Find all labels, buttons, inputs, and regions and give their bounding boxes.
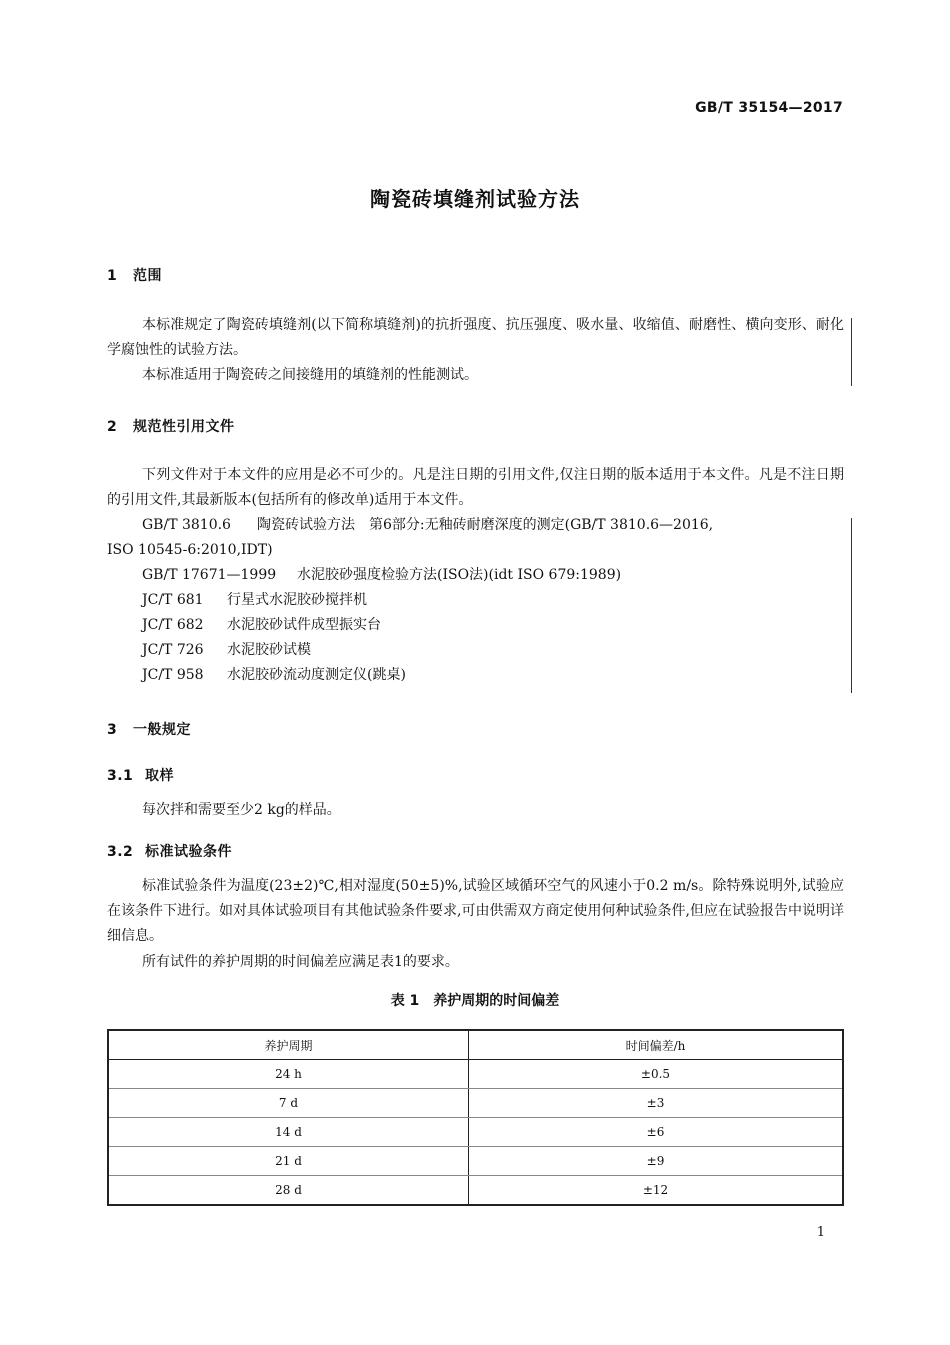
reference-item xyxy=(142,638,311,663)
table-row xyxy=(108,1147,843,1176)
table-row xyxy=(108,1060,843,1089)
section-title: 取样 xyxy=(145,768,174,784)
paragraph: 标准试验条件为温度(23±2)℃,相对湿度(50±5)%,试验区域循环空气的风速小于0.2 m/s。除特殊说明外,试验应在该条件下进行。如对具体试验项目有其他试验条件要求,可由供需双方商定使用何种试验条件,但应在试验报告中说明详细信息。 xyxy=(107,878,844,944)
table-header-row xyxy=(108,1030,843,1060)
paragraph: 本标准规定了陶瓷砖填缝剂(以下简称填缝剂)的抗折强度、抗压强度、吸水量、收缩值、耐磨性、横向变形、耐化学腐蚀性的试验方法。 xyxy=(107,317,844,358)
section-3-1-heading xyxy=(107,765,174,785)
section-3-heading xyxy=(107,719,191,739)
column-header: 时间偏差/h xyxy=(469,1030,844,1060)
curing-period-table xyxy=(107,1029,844,1206)
reference-code: JC/T 958 xyxy=(142,667,204,683)
reference-item xyxy=(142,563,621,588)
reference-title: 水泥胶砂试模 xyxy=(227,642,311,658)
reference-code: JC/T 681 xyxy=(142,592,204,608)
paragraph: 本标准适用于陶瓷砖之间接缝用的填缝剂的性能测试。 xyxy=(142,367,478,383)
paragraph: 下列文件对于本文件的应用是必不可少的。凡是注日期的引用文件,仅注日期的版本适用于本文件。凡是不注日期的引用文件,其最新版本(包括所有的修改单)适用于本文件。 xyxy=(107,467,844,508)
table-row xyxy=(108,1176,843,1206)
reference-title: 水泥胶砂流动度测定仪(跳桌) xyxy=(227,667,406,683)
section-number: 3.2 xyxy=(107,844,134,860)
page-number: 1 xyxy=(816,1225,825,1240)
table-caption: 表 1 养护周期的时间偏差 xyxy=(390,993,560,1009)
section-number: 2 xyxy=(107,419,118,435)
reference-title: 行星式水泥胶砂搅拌机 xyxy=(227,592,367,608)
section-title: 一般规定 xyxy=(133,722,191,738)
document-title: 陶瓷砖填缝剂试验方法 xyxy=(370,187,580,211)
table-cell: 7 d xyxy=(108,1089,469,1118)
reference-title: 水泥胶砂强度检验方法(ISO法)(idt ISO 679:1989) xyxy=(297,567,622,583)
reference-item xyxy=(142,663,406,688)
table-cell: ±3 xyxy=(469,1089,844,1118)
table-row xyxy=(108,1118,843,1147)
change-bar xyxy=(851,318,852,386)
table-cell: ±6 xyxy=(469,1118,844,1147)
reference-continuation: ISO 10545-6:2010,IDT) xyxy=(107,542,273,558)
reference-code: GB/T 3810.6 xyxy=(142,517,231,533)
section-1-heading xyxy=(107,265,162,285)
table-row xyxy=(108,1089,843,1118)
table-cell: 21 d xyxy=(108,1147,469,1176)
section-title: 规范性引用文件 xyxy=(133,419,235,435)
section-2-heading xyxy=(107,416,235,436)
paragraph: 所有试件的养护周期的时间偏差应满足表1的要求。 xyxy=(142,954,459,970)
section-number: 3 xyxy=(107,722,118,738)
section-number: 3.1 xyxy=(107,768,134,784)
section-number: 1 xyxy=(107,268,118,284)
table-cell: ±9 xyxy=(469,1147,844,1176)
reference-item xyxy=(142,588,367,613)
reference-code: JC/T 726 xyxy=(142,642,204,658)
section-3-2-heading xyxy=(107,841,232,861)
table-cell: ±0.5 xyxy=(469,1060,844,1089)
table-cell: 28 d xyxy=(108,1176,469,1206)
table-cell: 24 h xyxy=(108,1060,469,1089)
reference-code: GB/T 17671—1999 xyxy=(142,567,277,583)
table-cell: 14 d xyxy=(108,1118,469,1147)
standard-code: GB/T 35154—2017 xyxy=(695,100,843,116)
reference-item xyxy=(142,513,713,538)
table-cell: ±12 xyxy=(469,1176,844,1206)
paragraph: 每次拌和需要至少2 kg的样品。 xyxy=(142,802,341,818)
change-bar xyxy=(851,518,852,693)
reference-title: 陶瓷砖试验方法 第6部分:无釉砖耐磨深度的测定(GB/T 3810.6—2016, xyxy=(257,517,714,533)
reference-item xyxy=(142,613,381,638)
section-title: 标准试验条件 xyxy=(145,844,232,860)
reference-code: JC/T 682 xyxy=(142,617,204,633)
column-header: 养护周期 xyxy=(108,1030,469,1060)
section-title: 范围 xyxy=(133,268,162,284)
reference-title: 水泥胶砂试件成型振实台 xyxy=(227,617,381,633)
